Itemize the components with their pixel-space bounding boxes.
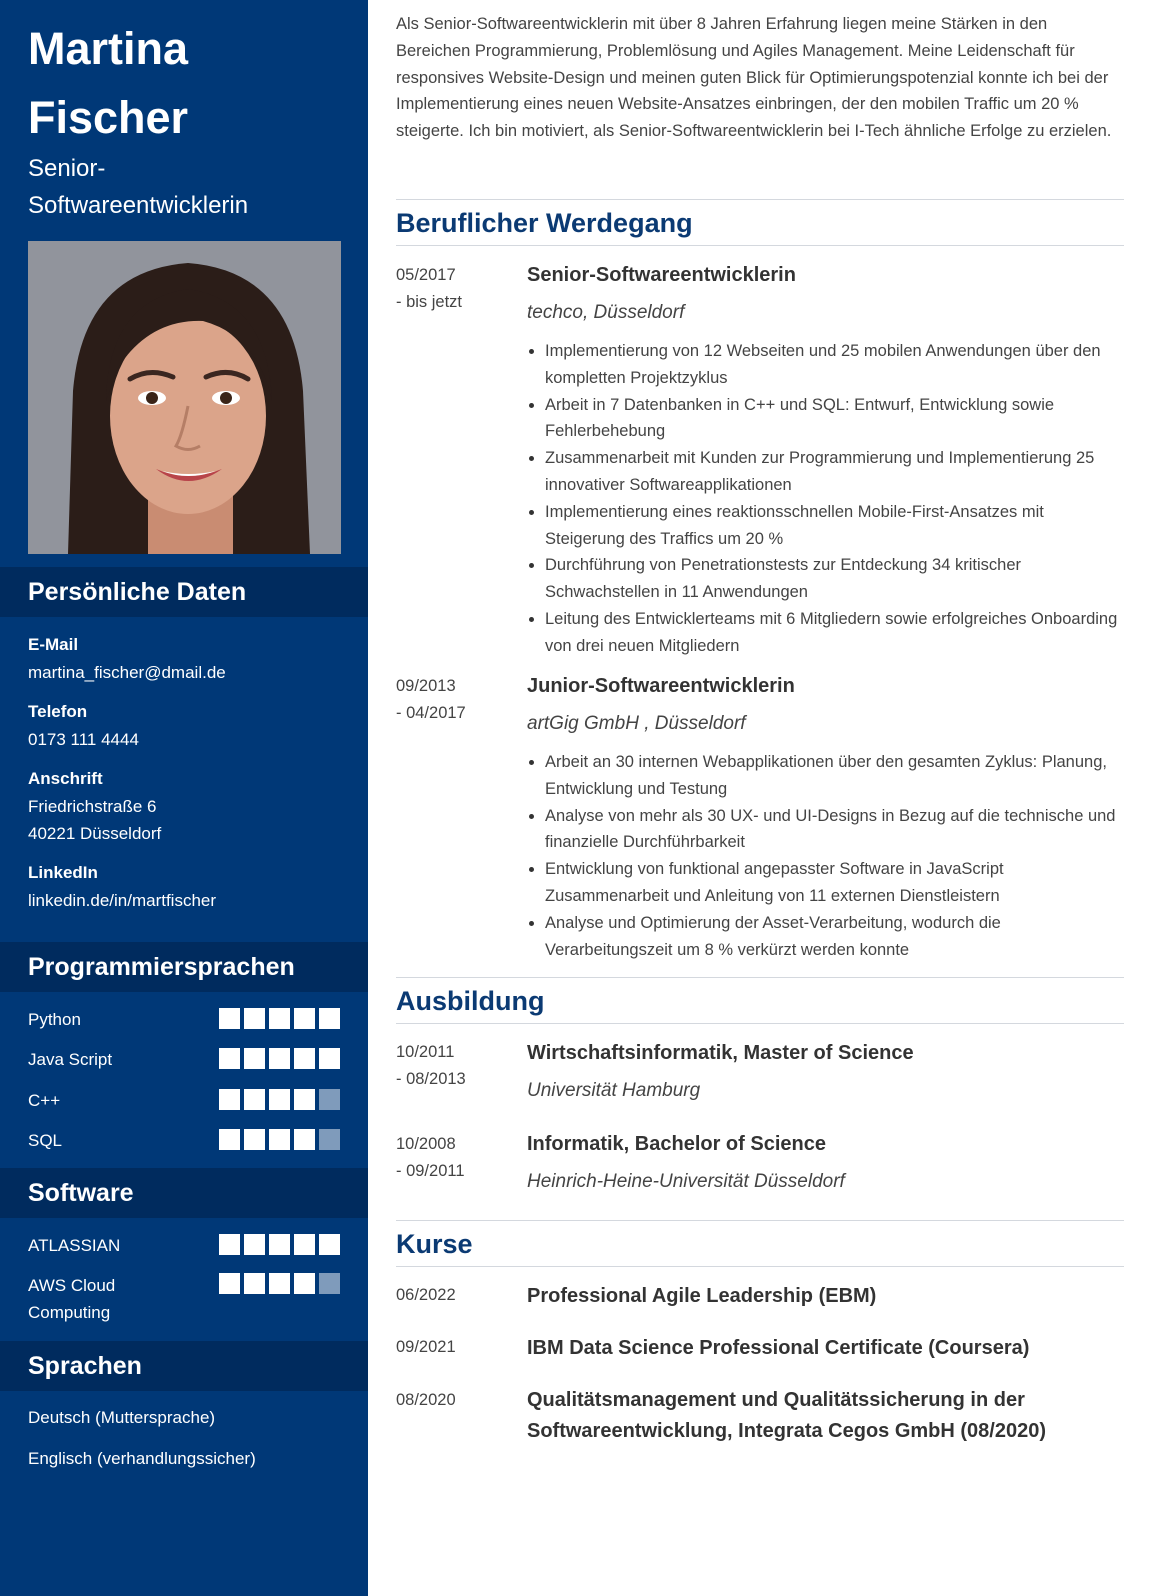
list-item: Analyse von mehr als 30 UX- und UI-Designs in Bezug auf die technische und finanzielle Durchführbarkeit	[527, 803, 1127, 857]
address-line1: Friedrichstraße 6	[28, 797, 157, 816]
linkedin-label: LinkedIn	[28, 863, 98, 882]
rating-square	[219, 1008, 240, 1029]
rating-square	[269, 1008, 290, 1029]
courses-heading: Kurse	[396, 1229, 473, 1259]
rating-square	[269, 1234, 290, 1255]
job-2-company: artGig GmbH , Düsseldorf	[527, 713, 746, 734]
portrait-illustration	[28, 241, 341, 554]
education-heading: Ausbildung	[396, 986, 545, 1016]
job-1-date-to: - bis jetzt	[396, 293, 463, 311]
list-item: Entwicklung von funktional angepasster Software in JavaScript Zusammenarbeit und Anleitung von 11 externen Dienstleistern	[527, 856, 1127, 910]
job-1-title: Senior-Softwareentwicklerin	[527, 264, 796, 286]
list-item: Implementierung von 12 Webseiten und 25 mobilen Anwendungen über den kompletten Projektzyklus	[527, 338, 1127, 392]
rating-square	[244, 1234, 265, 1255]
education-2-date	[396, 1131, 516, 1185]
job-2-date-from: 09/2013	[396, 677, 456, 695]
rating-square	[244, 1089, 265, 1110]
phone-value: 0173 111 4444	[28, 730, 139, 749]
rating-atlassian	[219, 1234, 340, 1255]
course-3-title-line2: Softwareentwicklung, Integrata Cegos GmbH (08/2020)	[527, 1420, 1047, 1442]
job-1-date	[396, 262, 516, 316]
experience-heading: Beruflicher Werdegang	[396, 208, 693, 238]
skill-javascript: Java Script	[28, 1050, 113, 1069]
rating-square-empty	[319, 1273, 340, 1294]
language-item: Deutsch (Muttersprache)	[28, 1408, 216, 1427]
education-1-date	[396, 1039, 516, 1093]
education-1-degree: Wirtschaftsinformatik, Master of Science	[527, 1042, 914, 1064]
rating-square	[219, 1273, 240, 1294]
list-item: Durchführung von Penetrationstests zur Entdeckung 34 kritischer Schwachstellen in 11 Anwendungen	[527, 552, 1127, 606]
rating-square-empty	[319, 1089, 340, 1110]
phone-label: Telefon	[28, 702, 88, 721]
language-item: Englisch (verhandlungssicher)	[28, 1449, 256, 1468]
rating-square	[219, 1234, 240, 1255]
rating-square	[294, 1129, 315, 1150]
job-title	[28, 150, 348, 224]
job-2-bullets	[527, 749, 1127, 963]
address-line2: 40221 Düsseldorf	[28, 824, 162, 843]
job-1-date-from: 05/2017	[396, 266, 456, 284]
education-1-date-from: 10/2011	[396, 1043, 455, 1061]
job-1-bullets	[527, 338, 1127, 660]
education-2-degree: Informatik, Bachelor of Science	[527, 1133, 826, 1155]
profile-summary: Als Senior-Softwareentwicklerin mit über 8 Jahren Erfahrung liegen meine Stärken in den Bereichen Programmierung, Problemlösung und Agiles Management. Meine Leidenschaft für responsives Website-Design und meinen guten Blick für Optimierungspotenzial konnte ich bei der Implementierung eines neuen Website-Ansatzes einbringen, der den mobilen Traffic um 20 % steigerte. Ich bin motiviert, als Senior-Softwareentwicklerin bei I-Tech ähnliche Erfolge zu erzielen.	[396, 15, 1112, 141]
course-3-title	[527, 1385, 1127, 1447]
email-value: martina_fischer@dmail.de	[28, 663, 226, 682]
course-3-title-line1: Qualitätsmanagement und Qualitätssicherung in der	[527, 1389, 1025, 1411]
job-2-title: Junior-Softwareentwicklerin	[527, 675, 795, 697]
skill-python: Python	[28, 1010, 81, 1029]
job-1-company: techco, Düsseldorf	[527, 302, 685, 323]
list-item: Zusammenarbeit mit Kunden zur Programmierung und Implementierung 25 innovativer Softwareapplikationen	[527, 445, 1127, 499]
section-divider	[396, 977, 1124, 978]
list-item: Leitung des Entwicklerteams mit 6 Mitgliedern sowie erfolgreiches Onboarding von drei neuen Mitgliedern	[527, 606, 1127, 660]
education-1-school: Universität Hamburg	[527, 1080, 701, 1101]
software-heading: Software	[0, 1168, 368, 1218]
list-item: Implementierung eines reaktionsschnellen Mobile-First-Ansatzes mit Steigerung des Traffics um 20 %	[527, 499, 1127, 553]
rating-square	[294, 1008, 315, 1029]
job-2-date-to: - 04/2017	[396, 704, 466, 722]
course-2-date: 09/2021	[396, 1338, 456, 1356]
rating-square	[219, 1129, 240, 1150]
rating-square	[269, 1273, 290, 1294]
job-title-line1: Senior-	[28, 155, 106, 182]
list-item: Arbeit an 30 internen Webapplikationen über den gesamten Zyklus: Planung, Entwicklung und Testung	[527, 749, 1127, 803]
skill-sql: SQL	[28, 1131, 63, 1150]
course-1-date: 06/2022	[396, 1286, 456, 1304]
candidate-name	[28, 14, 348, 152]
email-label: E-Mail	[28, 635, 79, 654]
rating-python	[219, 1008, 340, 1029]
rating-square	[294, 1089, 315, 1110]
rating-square	[219, 1048, 240, 1069]
last-name: Fischer	[28, 92, 189, 143]
rating-square	[244, 1008, 265, 1029]
education-2-date-to: - 09/2011	[396, 1162, 465, 1180]
personal-data-heading: Persönliche Daten	[0, 567, 368, 617]
rating-square	[294, 1234, 315, 1255]
rating-square	[244, 1129, 265, 1150]
linkedin-value: linkedin.de/in/martfischer	[28, 891, 217, 910]
skill-aws-line1: AWS Cloud	[28, 1276, 116, 1295]
rating-square	[294, 1273, 315, 1294]
section-divider	[396, 245, 1124, 246]
education-2-date-from: 10/2008	[396, 1135, 456, 1153]
programming-heading: Programmiersprachen	[0, 942, 368, 992]
job-title-line2: Softwareentwicklerin	[28, 192, 249, 219]
rating-square	[269, 1048, 290, 1069]
rating-javascript	[219, 1048, 340, 1069]
address-label: Anschrift	[28, 769, 103, 788]
skill-aws-line2: Computing	[28, 1303, 111, 1322]
rating-square	[319, 1048, 340, 1069]
rating-square	[244, 1048, 265, 1069]
education-1-date-to: - 08/2013	[396, 1070, 466, 1088]
job-2-date	[396, 673, 516, 727]
section-divider	[396, 1220, 1124, 1221]
rating-sql	[219, 1129, 340, 1150]
rating-square	[269, 1089, 290, 1110]
education-2-school: Heinrich-Heine-Universität Düsseldorf	[527, 1171, 845, 1192]
skill-atlassian: ATLASSIAN	[28, 1236, 121, 1255]
rating-square	[244, 1273, 265, 1294]
skill-aws	[28, 1272, 208, 1326]
section-divider	[396, 199, 1124, 200]
profile-photo	[28, 241, 341, 554]
list-item: Arbeit in 7 Datenbanken in C++ und SQL: Entwurf, Entwicklung sowie Fehlerbehebung	[527, 392, 1127, 446]
rating-square	[219, 1089, 240, 1110]
rating-cpp	[219, 1089, 340, 1110]
section-divider	[396, 1266, 1124, 1267]
rating-square	[319, 1234, 340, 1255]
rating-square-empty	[319, 1129, 340, 1150]
rating-square	[319, 1008, 340, 1029]
list-item: Analyse und Optimierung der Asset-Verarbeitung, wodurch die Verarbeitungszeit um 8 % verkürzt werden konnte	[527, 910, 1127, 964]
section-divider	[396, 1023, 1124, 1024]
course-3-date: 08/2020	[396, 1391, 456, 1409]
course-1-title: Professional Agile Leadership (EBM)	[527, 1285, 877, 1307]
rating-aws	[219, 1273, 340, 1294]
course-2-title: IBM Data Science Professional Certificate (Coursera)	[527, 1337, 1030, 1359]
sidebar	[0, 0, 368, 1596]
rating-square	[269, 1129, 290, 1150]
rating-square	[294, 1048, 315, 1069]
skill-cpp: C++	[28, 1091, 61, 1110]
languages-heading: Sprachen	[0, 1341, 368, 1391]
first-name: Martina	[28, 23, 189, 74]
